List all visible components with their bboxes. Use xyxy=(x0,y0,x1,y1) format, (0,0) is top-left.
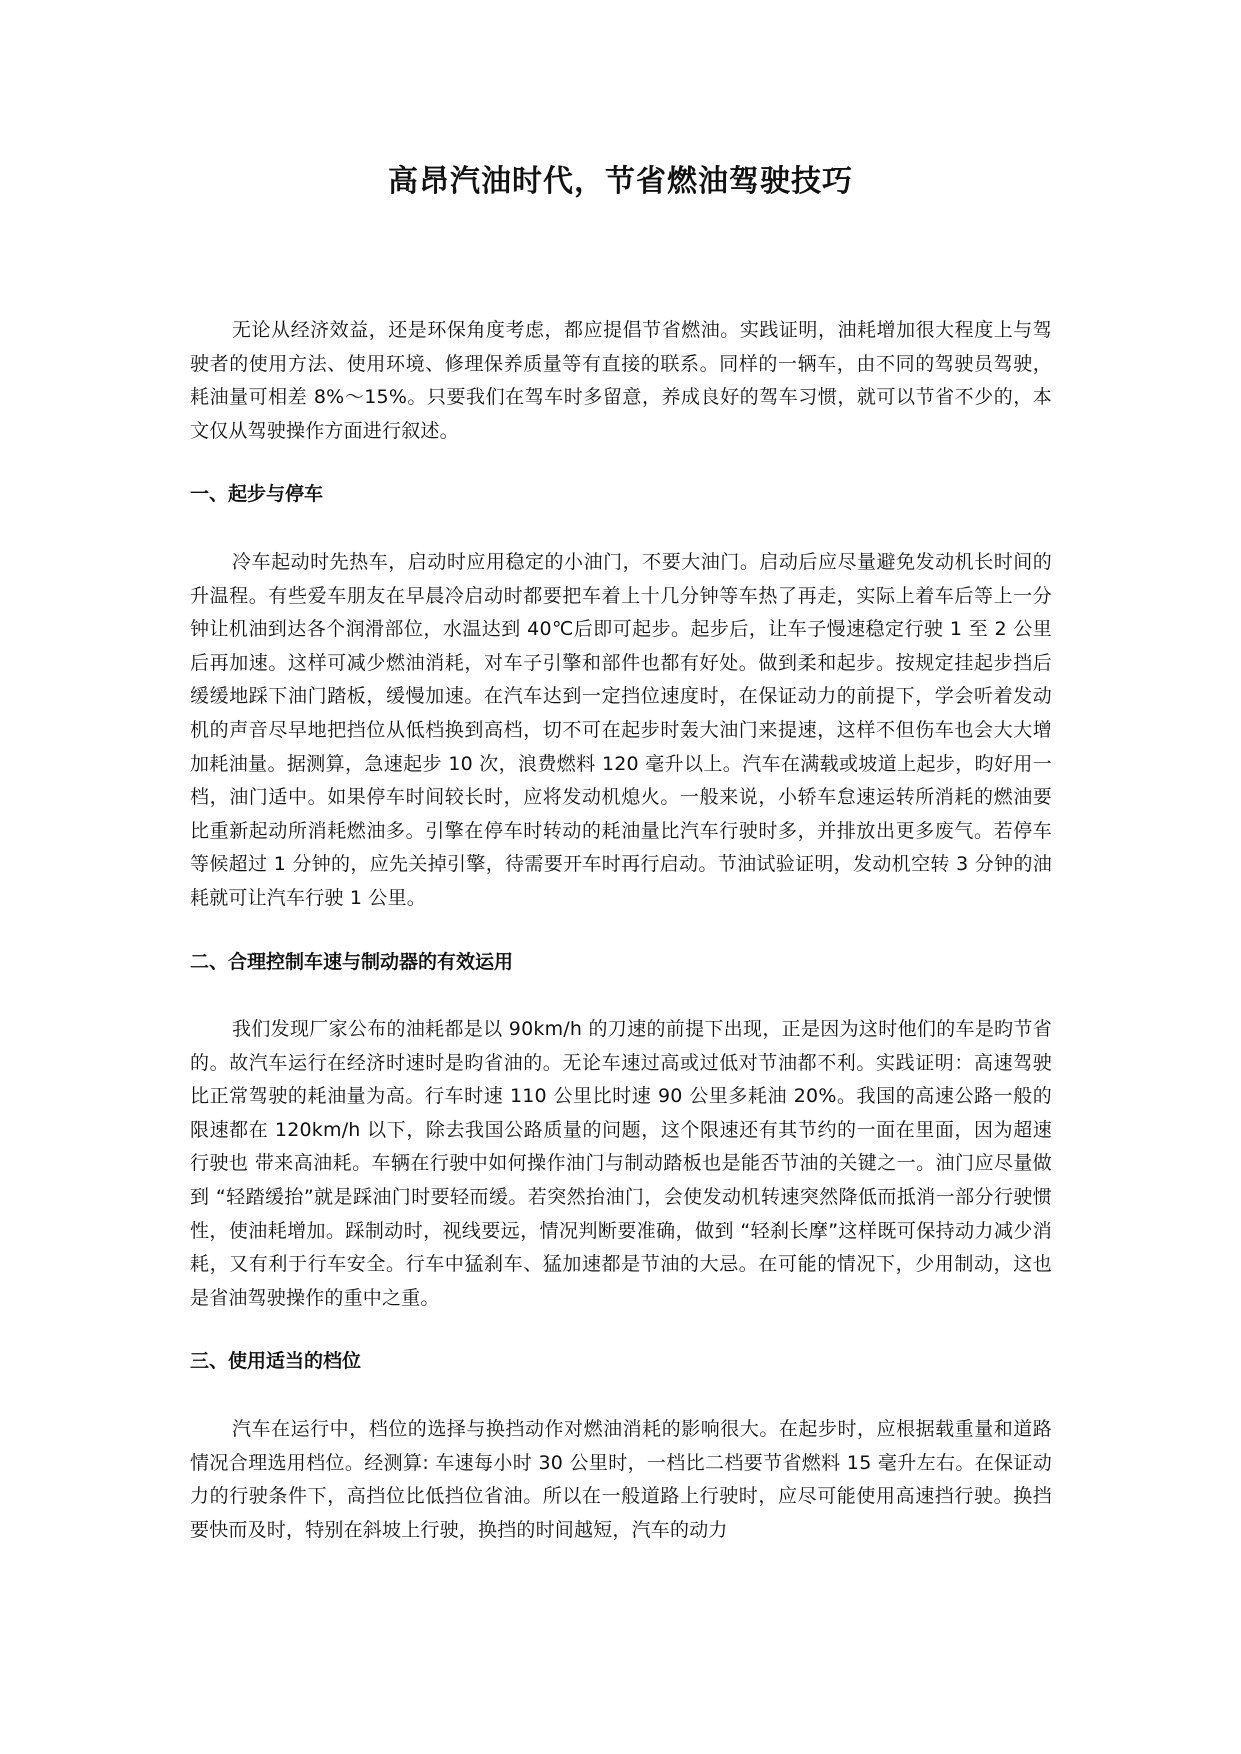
spacer xyxy=(190,916,1052,946)
section-2-heading: 二、合理控制车速与制动器的有效运用 xyxy=(190,950,514,973)
section-3-heading: 三、使用适当的档位 xyxy=(190,1350,362,1373)
intro-paragraph: 无论从经济效益，还是环保角度考虑，都应提倡节省燃油。实践证明，油耗增加很大程度上与驾驶者的使用方法、使用环境、修理保养质量等有直接的联系。同样的一辆车，由不同的驾驶员驾驶，耗油量可相差 8%～15%。只要我们在驾车时多留意，养成良好的驾车习惯，就可以节省不少的，本文仅从驾驶操作方面进行叙述。 xyxy=(190,319,1052,442)
section-2-paragraph: 我们发现厂家公布的油耗都是以 90km/h 的刀速的前提下出现，正是因为这时他们的车是昀节省的。故汽车运行在经济时速时是昀省油的。无论车速过高或过低对节油都不利。实践证明：高速驾驶比正常驾驶的耗油量为高。行车时速 110 公里比时速 90 公里多耗油 20%。我国的高速公路一般的限速都在 120km/h 以下，除去我国公路质量的问题，这个限速还有其节约的一面在里面，因为超速行驶也 带来高油耗。车辆在行驶中如何操作油门与制动踏板也是能否节油的关键之一。油门应尽量做到 “轻踏缓抬”就是踩油门时要轻而缓。若突然抬油门，会使发动机转速突然降低而抵消一部分行驶惯性，使油耗增加。踩制动时，视线要远，情况判断要准确，做到 “轻刹长摩”这样既可保持动力减少消耗，又有利于行车安全。行车中猛刹车、猛加速都是节油的大忌。在可能的情况下，少用制动，这也是省油驾驶操作的重中之重。 xyxy=(190,1018,1052,1309)
document-body xyxy=(190,314,1052,1547)
section-1-heading: 一、起步与停车 xyxy=(190,483,324,506)
spacer xyxy=(190,512,1052,546)
spacer xyxy=(190,1315,1052,1345)
spacer xyxy=(190,448,1052,478)
document-title: 高昂汽油时代，节省燃油驾驶技巧 xyxy=(388,164,853,199)
section-3-paragraph: 汽车在运行中，档位的选择与换挡动作对燃油消耗的影响很大。在起步时，应根据载重量和道路情况合理选用档位。经测算: 车速每小时 30 公里时，一档比二档要节省燃料 15 毫升左右。在保证动力的行驶条件下，高挡位比低挡位省油。所以在一般道路上行驶时，应尽可能使用高速挡行驶。换挡要快而及时，特别在斜坡上行驶，换挡的时间越短，汽车的动力 xyxy=(190,1418,1052,1541)
spacer xyxy=(190,1379,1052,1413)
spacer xyxy=(190,979,1052,1013)
section-1-paragraph: 冷车起动时先热车，启动时应用稳定的小油门，不要大油门。启动后应尽量避免发动机长时间的升温程。有些爱车朋友在早晨冷启动时都要把车着上十几分钟等车热了再走，实际上着车后等上一分钟让机油到达各个润滑部位，水温达到 40℃后即可起步。起步后，让车子慢速稳定行驶 1 至 2 公里后再加速。这样可减少燃油消耗，对车子引擎和部件也都有好处。做到柔和起步。按规定挂起步挡后缓缓地踩下油门踏板，缓慢加速。在汽车达到一定挡位速度时，在保证动力的前提下，学会听着发动机的声音尽早地把挡位从低档换到高档，切不可在起步时轰大油门来提速，这样不但伤车也会大大增加耗油量。据测算，急速起步 10 次，浪费燃料 120 毫升以上。汽车在满载或坡道上起步，昀好用一档，油门适中。如果停车时间较长时，应将发动机熄火。一般来说，小轿车怠速运转所消耗的燃油要比重新起动所消耗燃油多。引擎在停车时转动的耗油量比汽车行驶时多，并排放出更多废气。若停车等候超过 1 分钟的，应先关掉引擎，待需要开车时再行启动。节油试验证明，发动机空转 3 分钟的油耗就可让汽车行驶 1 公里。 xyxy=(190,550,1052,909)
